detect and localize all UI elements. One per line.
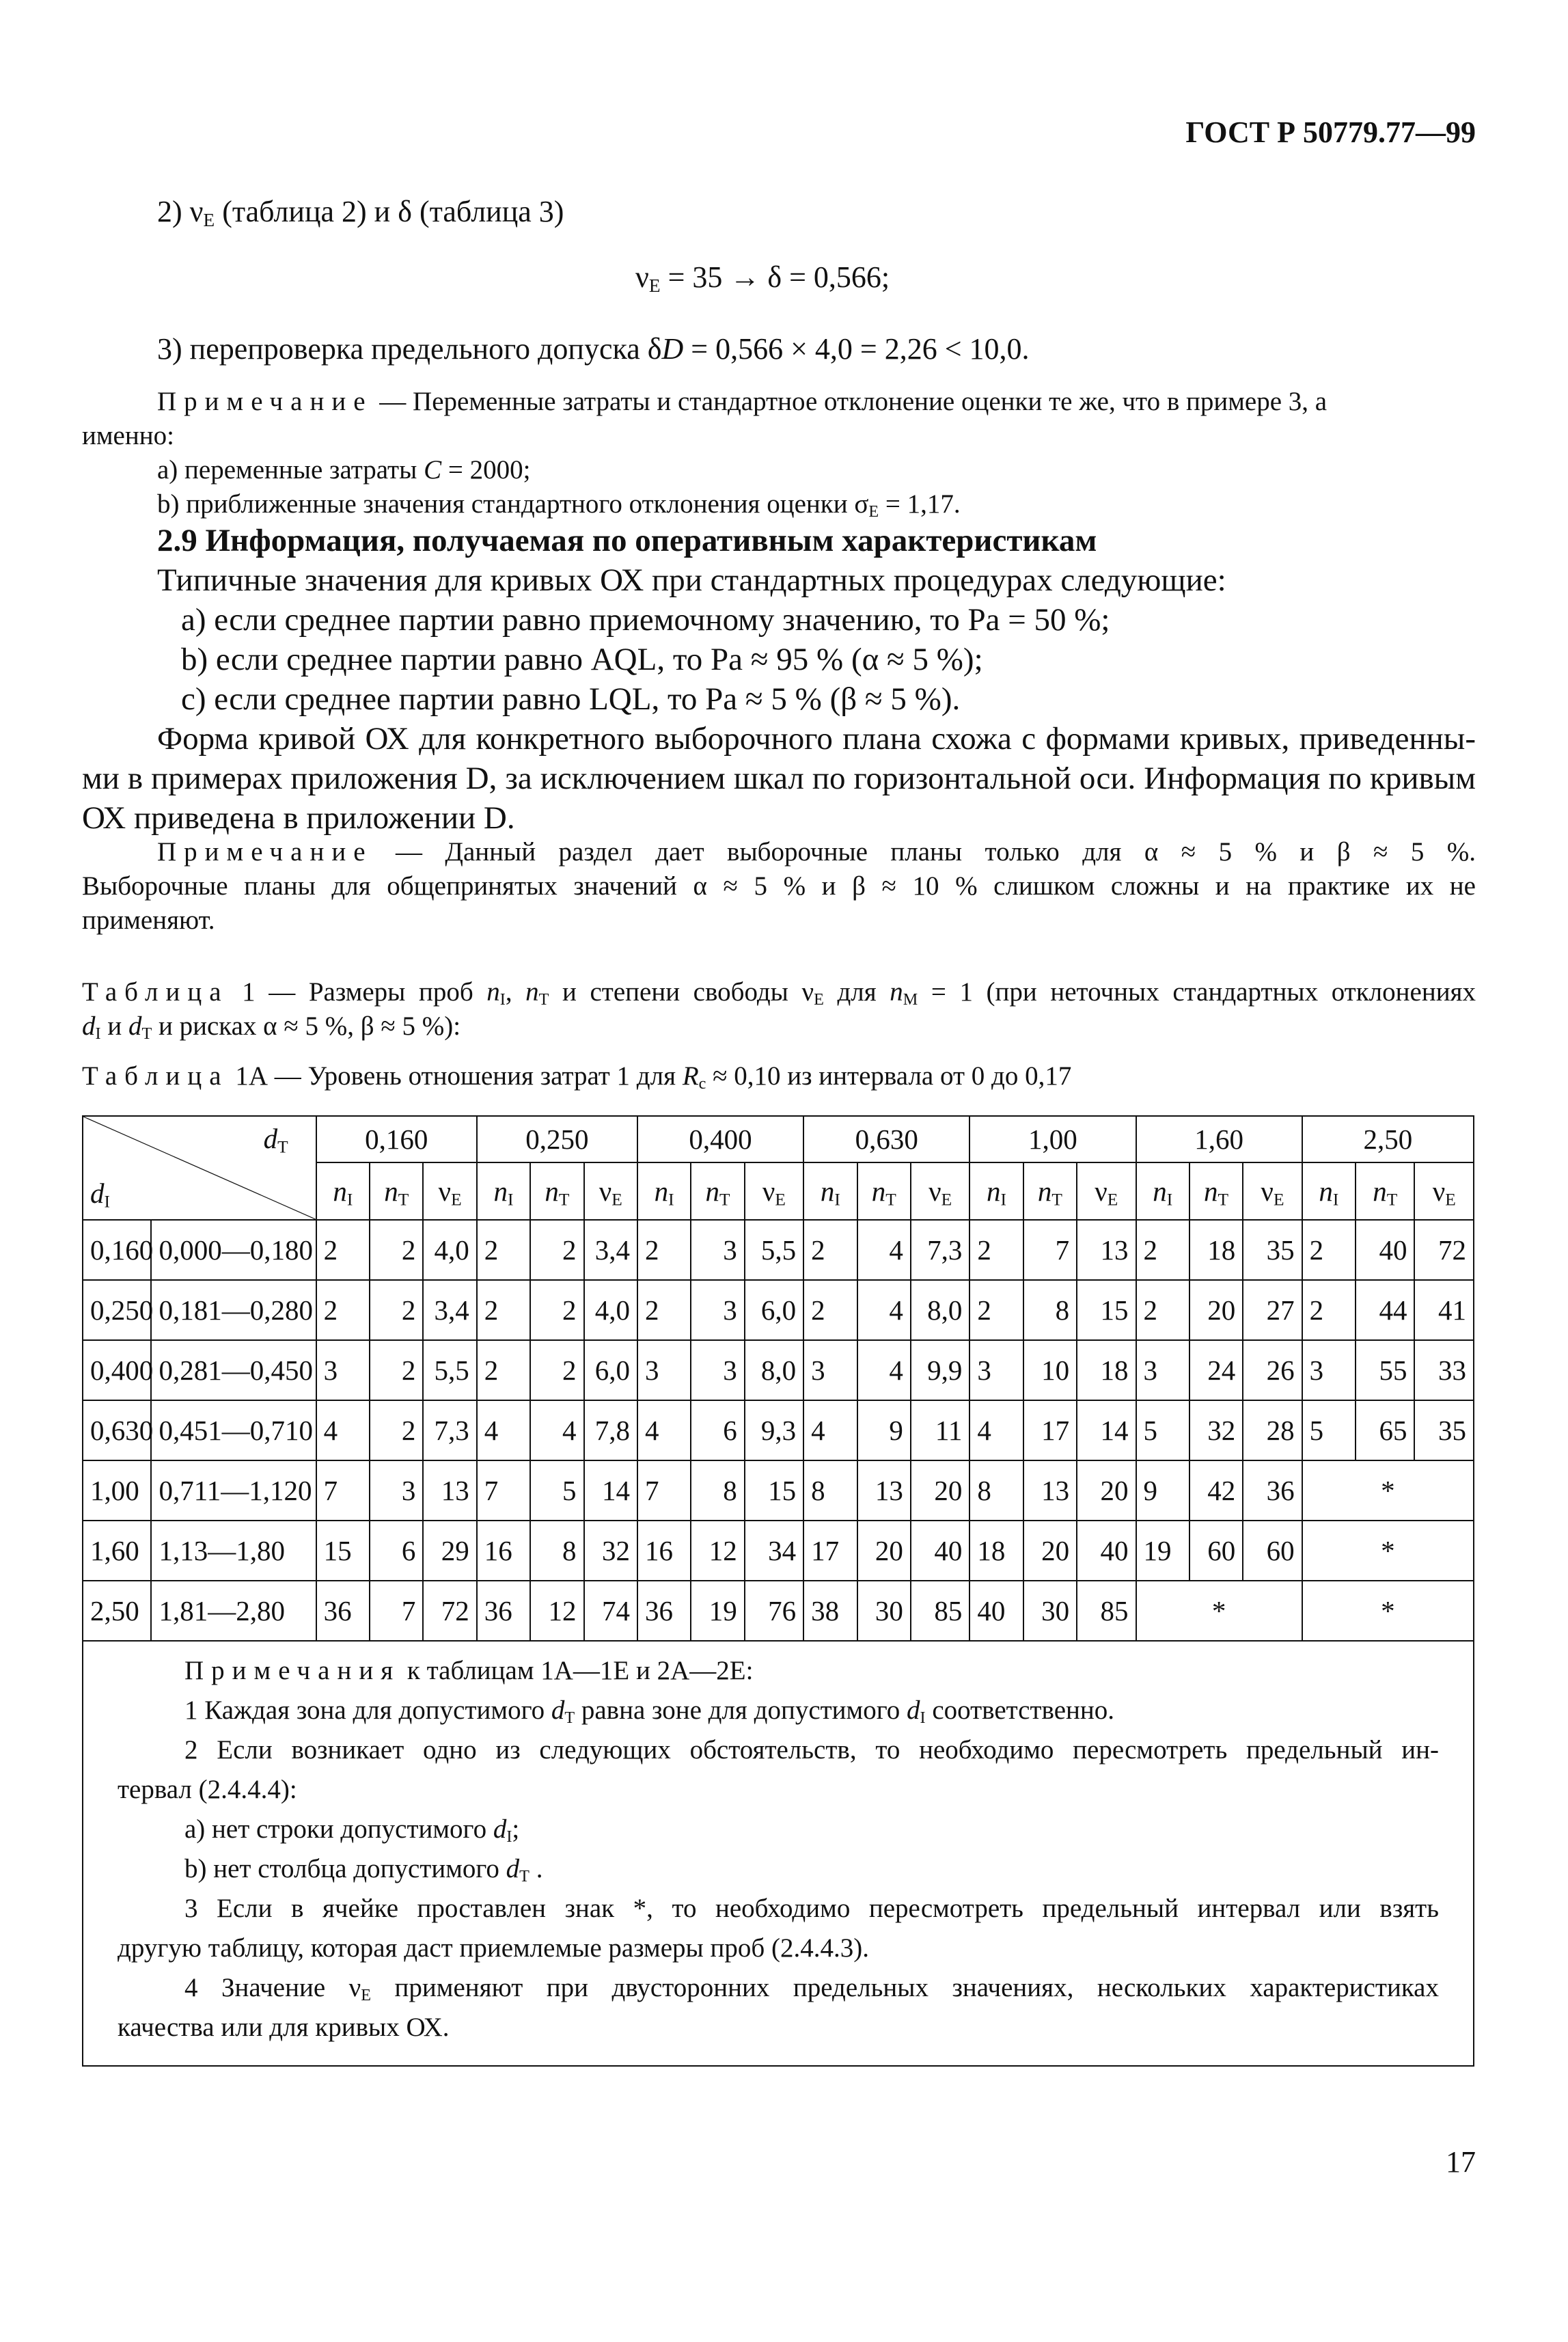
table-cell: 3 [969,1340,1023,1400]
row-dI: 2,50 [83,1581,151,1641]
table-cell: 60 [1189,1521,1243,1581]
col-group-header: 1,60 [1136,1116,1302,1162]
table-cell: 2 [969,1220,1023,1280]
table-cell: 3 [1302,1340,1356,1400]
table-cell: 2 [530,1340,583,1400]
table-cell: 13 [1023,1460,1077,1521]
table-cell: 9 [1136,1460,1189,1521]
table-cell: 2 [1136,1220,1189,1280]
corner-dT-label: $d_T$ [263,1123,288,1157]
subheader-n-T: $n_T$ [691,1162,744,1220]
table-cell: 2 [1302,1220,1356,1280]
table-cell: 3 [1136,1340,1189,1400]
subheader-n-T: $n_T$ [530,1162,583,1220]
row-range: 1,81—2,80 [151,1581,316,1641]
table-cell: 60 [1243,1521,1302,1581]
table-cell: 2 [969,1280,1023,1340]
subheader-n-T: $n_T$ [370,1162,423,1220]
table-cell: 15 [316,1521,370,1581]
table-1a-caption: Таблица 1А — Уровень отношения затрат 1 для $R_c \approx 0,10$ из интервала от 0 до 0,17 [82,1061,1072,1093]
table-cell: 9,3 [745,1400,803,1460]
table-cell: 20 [1023,1521,1077,1581]
table-cell: 14 [1077,1400,1136,1460]
table-cell: 7 [316,1460,370,1521]
table-cell: 6 [370,1521,423,1581]
table-cell: 2 [477,1220,530,1280]
note-1: Примечание — Переменные затраты и стандартное отклонение оценки те же, что в примере 3, а именно: а) переменные затраты C = 2000; b) приближенные значения стандартного отклонения оценки $\sigma_E = 1,17$. [82,387,1328,521]
table-cell: 33 [1414,1340,1474,1400]
table-cell: 41 [1414,1280,1474,1340]
table-cell: 4 [530,1400,583,1460]
table-cell: 2 [637,1220,691,1280]
table-notes: Примечания к таблицам 1А—1Е и 2А—2Е: 1 Каждая зона для допустимого $d_T$ равна зоне для допустимого $d_I$ соответственно. 2 Если возникает одно из следующих обстоятельств, то необходимо пересмотреть предельный ин- тервал (2.4.4.4): а) нет строки допустимого $d_I$; b) нет столбца допустимого $d_T$ . 3 Если в ячейке проставлен знак *, то необходимо пересмотреть предельный интервал или взять другую таблицу, которая даст приемлемые размеры проб (2.4.4.3). 4 Значение $\nu_E$ применяют при двусторонних предельных значениях, нескольких характеристиках качества или для кривых ОХ. [83,1641,1474,2066]
table-cell: 6 [691,1400,744,1460]
table-cell: 4 [803,1400,857,1460]
table-cell: 8 [1023,1280,1077,1340]
table-row [83,1340,1474,1400]
table-cell: 2 [477,1280,530,1340]
table-cell: 30 [857,1581,911,1641]
table-cell: 35 [1414,1400,1474,1460]
table-cell: 72 [423,1581,476,1641]
table-cell: 15 [745,1460,803,1521]
section-title: 2.9 Информация, получаемая по оперативным характеристикам [157,523,1097,558]
table-cell: 20 [857,1521,911,1581]
table-cell: 17 [1023,1400,1077,1460]
table-cell: 2 [1302,1280,1356,1340]
table-cell: 15 [1077,1280,1136,1340]
subheader-v-E: $\nu_E$ [1243,1162,1302,1220]
subheader-v-E: $\nu_E$ [1077,1162,1136,1220]
table-cell: 29 [423,1521,476,1581]
table-cell: 2 [370,1340,423,1400]
table-cell: 8 [969,1460,1023,1521]
table-cell: 5 [530,1460,583,1521]
table-row [83,1581,1474,1641]
table-row [83,1460,1474,1521]
table-cell: 14 [584,1460,637,1521]
section-paragraph: Форма кривой ОХ для конкретного выборочного плана схожа с формами кривых, приведенны- ми в примерах приложения D, за исключением шкал по горизонтальной оси. Информация по кривым ОХ приведена в приложении D. [82,721,1476,836]
table-cell: 3 [691,1340,744,1400]
row-range: 0,181—0,280 [151,1280,316,1340]
table-cell: 40 [911,1521,969,1581]
table-cell: 8 [803,1460,857,1521]
table-cell: 20 [1077,1460,1136,1521]
table-cell: 19 [1136,1521,1189,1581]
table-cell: 2 [1136,1280,1189,1340]
table-cell: 4 [316,1400,370,1460]
table-cell: 26 [1243,1340,1302,1400]
table-cell: 8 [691,1460,744,1521]
table-cell: 27 [1243,1280,1302,1340]
table-cell: 8,0 [911,1280,969,1340]
star-cell: * [1136,1581,1302,1641]
table-cell: 7,8 [584,1400,637,1460]
table-cell: 72 [1414,1220,1474,1280]
subheader-v-E: $\nu_E$ [423,1162,476,1220]
table-cell: 2 [477,1340,530,1400]
subheader-n-T: $n_T$ [1189,1162,1243,1220]
table-cell: 24 [1189,1340,1243,1400]
table-cell: 40 [1077,1521,1136,1581]
table-cell: 2 [637,1280,691,1340]
note-2: Примечание — Данный раздел дает выборочные планы только для α ≈ 5 % и β ≈ 5 %. Выборочные планы для общепринятых значений α ≈ 5 % и β ≈ 10 % слишком сложны и на практике их не применяют. [82,837,1476,935]
table-cell: 85 [911,1581,969,1641]
table-cell: 12 [691,1521,744,1581]
section-intro: Типичные значения для кривых ОХ при стандартных процедурах следующие: [157,562,1226,598]
table-cell: 2 [370,1280,423,1340]
table-cell: 7 [637,1460,691,1521]
table-cell: 3 [691,1280,744,1340]
table-cell: 36 [477,1581,530,1641]
subheader-n-I: $n_I$ [477,1162,530,1220]
table-cell: 55 [1356,1340,1414,1400]
table-cell: 74 [584,1581,637,1641]
subheader-n-T: $n_T$ [1356,1162,1414,1220]
row-dI: 1,00 [83,1460,151,1521]
table-cell: 2 [803,1280,857,1340]
table-cell: 3 [691,1220,744,1280]
row-dI: 0,400 [83,1340,151,1400]
table-cell: 2 [316,1220,370,1280]
table-cell: 5,5 [423,1340,476,1400]
table-cell: 3 [637,1340,691,1400]
table-cell: 11 [911,1400,969,1460]
subheader-v-E: $\nu_E$ [584,1162,637,1220]
table-cell: 20 [1189,1280,1243,1340]
table-cell: 5,5 [745,1220,803,1280]
subheader-v-E: $\nu_E$ [911,1162,969,1220]
table-cell: 85 [1077,1581,1136,1641]
table-cell: 13 [1077,1220,1136,1280]
corner-dI-label: $d_I$ [90,1177,110,1212]
table-cell: 18 [969,1521,1023,1581]
table-cell: 18 [1077,1340,1136,1400]
table-cell: 7 [1023,1220,1077,1280]
table-cell: 12 [530,1581,583,1641]
table-cell: 34 [745,1521,803,1581]
row-range: 1,13—1,80 [151,1521,316,1581]
table-cell: 4 [969,1400,1023,1460]
table-cell: 16 [477,1521,530,1581]
table-row [83,1280,1474,1340]
step-2: 2) $\nu_E$ (таблица 2) и δ (таблица 3) [157,195,564,230]
row-range: 0,000—0,180 [151,1220,316,1280]
star-cell: * [1302,1521,1474,1581]
table-cell: 6,0 [745,1280,803,1340]
table-corner-cell [83,1116,316,1220]
table-row [83,1220,1474,1280]
table-cell: 17 [803,1521,857,1581]
table-cell: 3,4 [584,1220,637,1280]
table-cell: 7,3 [911,1220,969,1280]
table-cell: 4 [637,1400,691,1460]
table-cell: 32 [1189,1400,1243,1460]
table-cell: 30 [1023,1581,1077,1641]
row-range: 0,281—0,450 [151,1340,316,1400]
subheader-n-I: $n_I$ [803,1162,857,1220]
table-cell: 4,0 [584,1280,637,1340]
table-cell: 16 [637,1521,691,1581]
subheader-n-T: $n_T$ [857,1162,911,1220]
table-cell: 2 [530,1280,583,1340]
page-number: 17 [1446,2145,1476,2179]
table-cell: 4,0 [423,1220,476,1280]
star-cell: * [1302,1460,1474,1521]
table-cell: 20 [911,1460,969,1521]
table-cell: 44 [1356,1280,1414,1340]
table-cell: 8,0 [745,1340,803,1400]
table-row [83,1521,1474,1581]
table-cell: 36 [637,1581,691,1641]
table-cell: 5 [1302,1400,1356,1460]
table-cell: 2 [370,1220,423,1280]
section-item-c: с) если среднее партии равно LQL, то Pa ≈ 5 % (β ≈ 5 %). [181,681,961,717]
table-cell: 13 [857,1460,911,1521]
row-dI: 0,160 [83,1220,151,1280]
subheader-n-I: $n_I$ [316,1162,370,1220]
table-cell: 2 [530,1220,583,1280]
table-cell: 28 [1243,1400,1302,1460]
section-item-b: b) если среднее партии равно AQL, то Pa ≈ 95 % (α ≈ 5 %); [181,642,983,677]
table-cell: 18 [1189,1220,1243,1280]
row-range: 0,451—0,710 [151,1400,316,1460]
subheader-n-T: $n_T$ [1023,1162,1077,1220]
col-group-header: 0,160 [316,1116,477,1162]
table-cell: 38 [803,1581,857,1641]
table-cell: 40 [1356,1220,1414,1280]
table-cell: 4 [857,1340,911,1400]
table-cell: 4 [857,1280,911,1340]
table-cell: 4 [477,1400,530,1460]
table-1a [82,1115,1474,2067]
row-range: 0,711—1,120 [151,1460,316,1521]
table-cell: 3,4 [423,1280,476,1340]
col-group-header: 2,50 [1302,1116,1474,1162]
table-cell: 65 [1356,1400,1414,1460]
step-3: 3) перепроверка предельного допуска δD = 0,566 × 4,0 = 2,26 < 10,0. [157,332,1030,366]
table-cell: 36 [1243,1460,1302,1521]
row-dI: 0,250 [83,1280,151,1340]
table-cell: 10 [1023,1340,1077,1400]
table-cell: 7 [477,1460,530,1521]
formula-line: $\nu_E = 35 \to \delta = 0,566$; [635,260,890,296]
table-cell: 2 [370,1400,423,1460]
table-cell: 2 [316,1280,370,1340]
table-cell: 2 [803,1220,857,1280]
row-dI: 0,630 [83,1400,151,1460]
table-cell: 76 [745,1581,803,1641]
col-group-header: 1,00 [969,1116,1136,1162]
subheader-n-I: $n_I$ [969,1162,1023,1220]
subheader-n-I: $n_I$ [637,1162,691,1220]
subheader-v-E: $\nu_E$ [1414,1162,1474,1220]
document-id: ГОСТ Р 50779.77—99 [1185,115,1476,149]
col-group-header: 0,400 [637,1116,803,1162]
table-cell: 6,0 [584,1340,637,1400]
table-cell: 36 [316,1581,370,1641]
table-cell: 40 [969,1581,1023,1641]
subheader-n-I: $n_I$ [1136,1162,1189,1220]
subheader-v-E: $\nu_E$ [745,1162,803,1220]
table-cell: 3 [316,1340,370,1400]
table-cell: 7 [370,1581,423,1641]
subheader-n-I: $n_I$ [1302,1162,1356,1220]
table-cell: 32 [584,1521,637,1581]
table-row [83,1400,1474,1460]
table-cell: 3 [370,1460,423,1521]
star-cell: * [1302,1581,1474,1641]
table-cell: 42 [1189,1460,1243,1521]
table-cell: 7,3 [423,1400,476,1460]
col-group-header: 0,630 [803,1116,969,1162]
table-cell: 9,9 [911,1340,969,1400]
table-cell: 5 [1136,1400,1189,1460]
table-cell: 4 [857,1220,911,1280]
table-cell: 13 [423,1460,476,1521]
table-cell: 3 [803,1340,857,1400]
table-cell: 19 [691,1581,744,1641]
table-cell: 9 [857,1400,911,1460]
table-1-caption: Таблица 1 — Размеры проб $n_I$, $n_T$ и степени свободы $\nu_E$ для $n_M = 1$ (при неточных стандартных отклонениях $d_I$ и $d_T$ и рисках α ≈ 5 %, β ≈ 5 %): [82,977,1476,1044]
col-group-header: 0,250 [477,1116,637,1162]
row-dI: 1,60 [83,1521,151,1581]
table-cell: 35 [1243,1220,1302,1280]
table-cell: 8 [530,1521,583,1581]
section-item-a: а) если среднее партии равно приемочному значению, то Pa = 50 %; [181,602,1110,638]
